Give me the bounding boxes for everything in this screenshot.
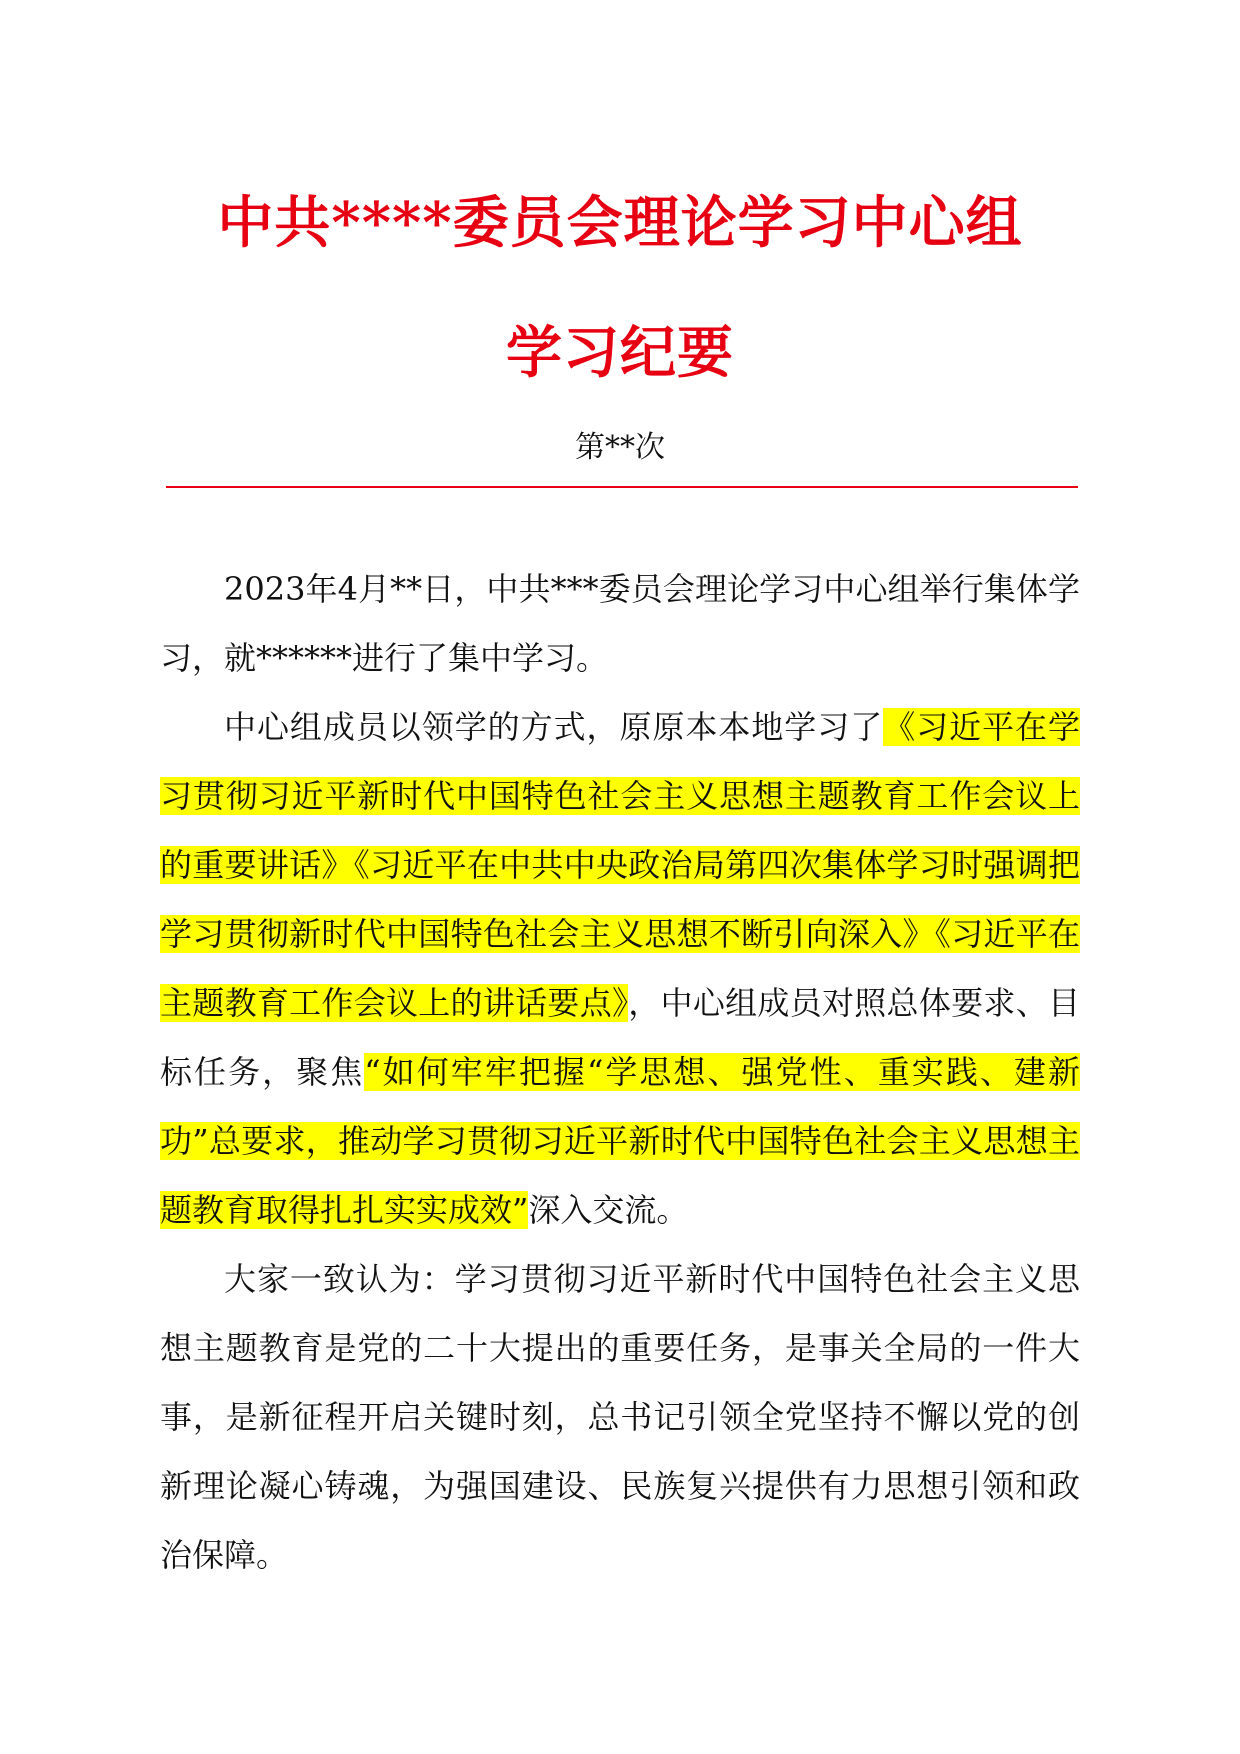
highlighted-text: 《习近平在学习贯彻习近平新时代中国特色社会主义思想主题教育工作会议上的重要讲话》《习近平在中共中央政治局第四次集体学习时强调把学习贯彻新时代中国特色社会主义思想不断引向深入》《习近平在主题教育工作会议上的讲话要点》 — [160, 708, 1080, 1022]
title-divider — [166, 486, 1078, 488]
document-title-line1: 中共****委员会理论学习中心组 — [217, 190, 1023, 256]
paragraph-text: 深入交流。 — [528, 1191, 689, 1229]
paragraph-text: ，中心组成员对照总体要求、目标任务，聚焦 — [160, 984, 1080, 1091]
issue-number: 第**次 — [575, 430, 665, 465]
document-title-line2: 学习纪要 — [506, 320, 734, 386]
document-body — [160, 555, 1080, 1590]
highlighted-text: “如何牢牢把握“学思想、强党性、重实践、建新功”总要求，推动学习贯彻习近平新时代中国特色社会主义思想主题教育取得扎扎实实成效” — [160, 1053, 1080, 1229]
paragraph-consensus: 大家一致认为：学习贯彻习近平新时代中国特色社会主义思想主题教育是党的二十大提出的重要任务，是事关全局的一件大事，是新征程开启关键时刻，总书记引领全党坚持不懈以党的创新理论凝心铸魂，为强国建设、民族复兴提供有力思想引领和政治保障。 — [160, 1260, 1080, 1574]
paragraph-study-content — [160, 693, 1080, 1245]
paragraph-intro: 2023年4月**日，中共***委员会理论学习中心组举行集体学习，就******进行了集中学习。 — [160, 570, 1080, 677]
paragraph-text: 中心组成员以领学的方式，原原本本地学习了 — [224, 708, 884, 746]
